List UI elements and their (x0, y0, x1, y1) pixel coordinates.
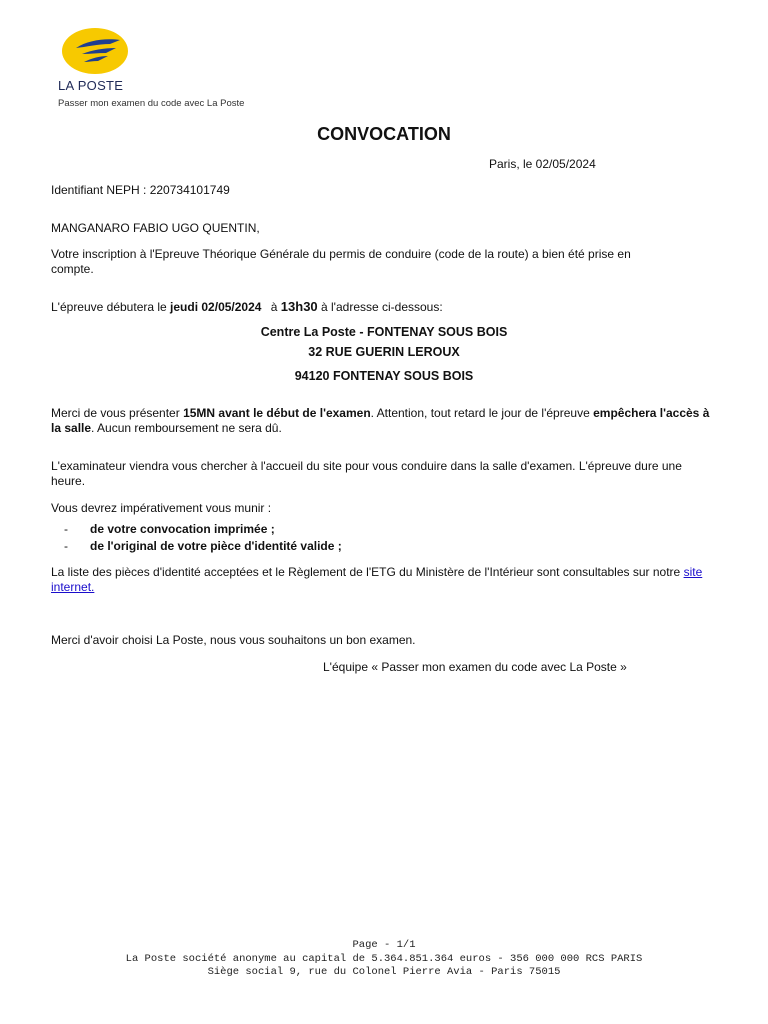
inscription-paragraph: Votre inscription à l'Epreuve Théorique Générale du permis de conduire (code de la route) a bien été prise en compte. (51, 247, 631, 276)
arrival-bold-time: 15MN avant le début de l'examen (183, 406, 371, 420)
document-title: CONVOCATION (317, 124, 451, 144)
la-poste-logo (58, 26, 132, 78)
candidate-name: MANGANARO FABIO UGO QUENTIN, (51, 221, 260, 235)
site-internet-link[interactable]: site internet. (51, 565, 703, 594)
dateline: Paris, le 02/05/2024 (489, 157, 596, 171)
address-center: Centre La Poste - FONTENAY SOUS BOIS (260, 325, 508, 339)
start-date: jeudi 02/05/2024 (170, 300, 262, 314)
bullet-dash: - (64, 522, 68, 536)
start-mid: à (267, 300, 281, 314)
neph-identifier: Identifiant NEPH : 220734101749 (51, 183, 230, 197)
bring-intro: Vous devrez impérativement vous munir : (51, 501, 272, 515)
bring-item-convocation (64, 522, 275, 536)
thanks-paragraph: Merci d'avoir choisi La Poste, nous vous souhaitons un bon examen. (51, 633, 416, 647)
start-time: 13h30 (280, 299, 318, 314)
arrival-suffix: . Aucun remboursement ne sera dû. (91, 421, 282, 435)
address-city: 94120 FONTENAY SOUS BOIS (294, 369, 474, 383)
bring-item-label: de votre convocation imprimée ; (90, 522, 275, 536)
start-prefix: L'épreuve débutera le (51, 300, 171, 314)
logo-tagline: Passer mon examen du code avec La Poste (58, 98, 245, 109)
arrival-paragraph (51, 406, 715, 436)
logo-name: LA POSTE (58, 78, 124, 93)
signature: L'équipe « Passer mon examen du code avec La Poste » (323, 660, 627, 674)
bullet-dash: - (64, 539, 68, 553)
documents-text: La liste des pièces d'identité acceptées et le Règlement de l'ETG du Ministère de l'Intérieur sont consultables sur notre (51, 565, 684, 579)
documents-paragraph (51, 565, 715, 595)
arrival-prefix: Merci de vous présenter (51, 406, 184, 420)
footer-company-line: La Poste société anonyme au capital de 5.364.851.364 euros - 356 000 000 RCS PARIS (125, 953, 643, 965)
bring-item-label: de l'original de votre pièce d'identité valide ; (90, 539, 342, 553)
start-suffix: à l'adresse ci-dessous: (317, 300, 443, 314)
address-street: 32 RUE GUERIN LEROUX (308, 345, 460, 359)
bring-item-id-card (64, 539, 342, 553)
start-paragraph (51, 299, 715, 315)
arrival-bold-warning: empêchera l'accès à la salle (51, 406, 710, 435)
examiner-paragraph: L'examinateur viendra vous chercher à l'accueil du site pour vous conduire dans la salle d'examen. L'épreuve dure une heure. (51, 459, 682, 488)
footer-page-number: Page - 1/1 (352, 939, 416, 951)
arrival-mid: . Attention, tout retard le jour de l'épreuve (370, 406, 594, 420)
footer-address-line: Siège social 9, rue du Colonel Pierre Avia - Paris 75015 (207, 966, 561, 978)
